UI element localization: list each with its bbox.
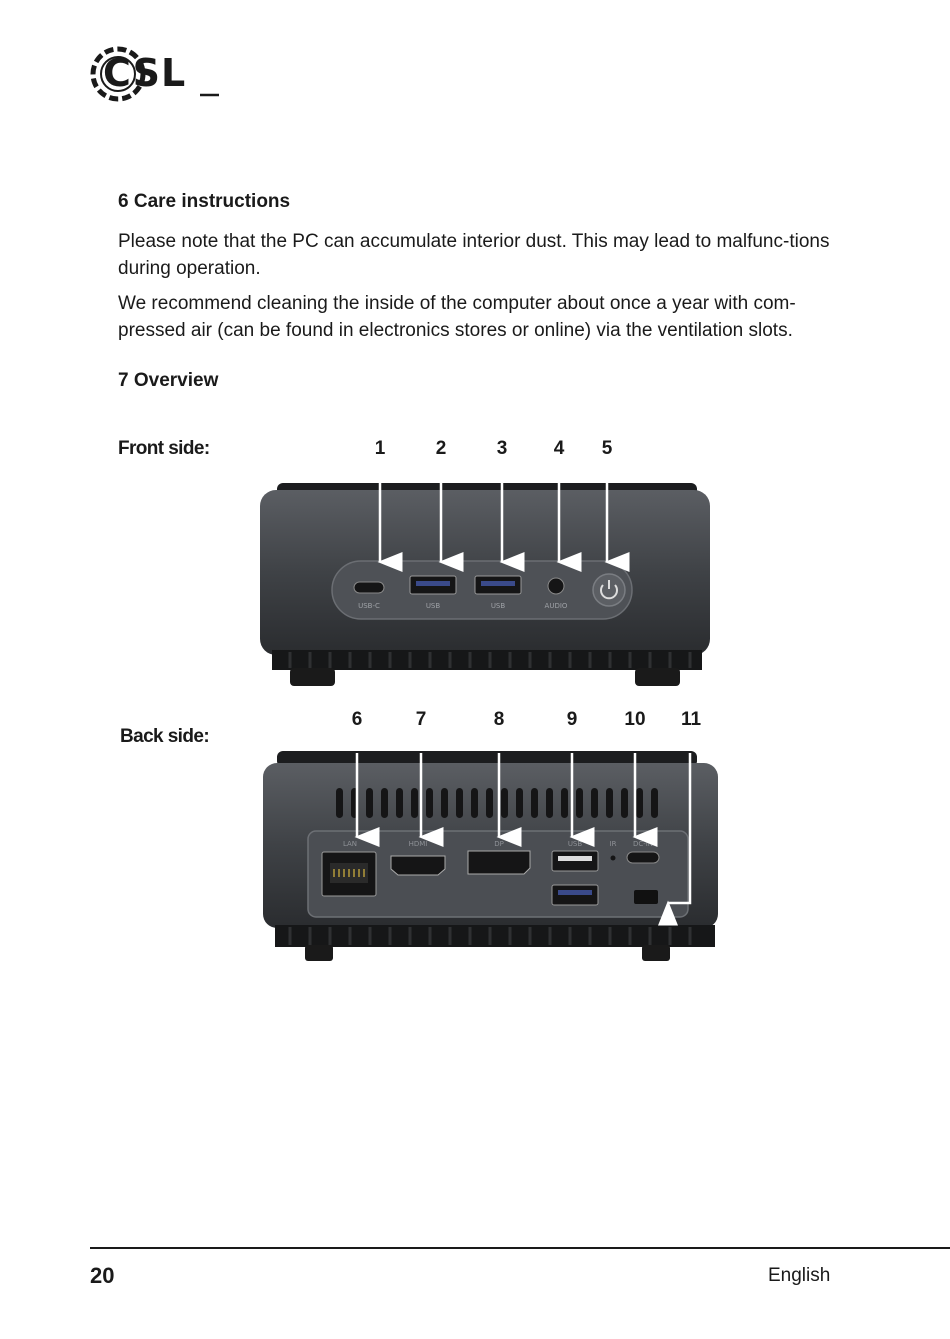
- back-port-label-lan: LAN: [342, 840, 358, 848]
- back-port-label-dc-in: DC-IN: [632, 840, 654, 848]
- language-label: English: [768, 1265, 831, 1286]
- front-port-label-usb-2: USB: [490, 602, 506, 610]
- front-port-label-usb-c: USB-C: [358, 602, 380, 610]
- care-paragraph-2: We recommend cleaning the inside of the computer about once a year with com-pressed air (can be found in electronics stores or online) via the ventilation slots.: [118, 293, 796, 341]
- care-paragraph-1: Please note that the PC can accumulate interior dust. This may lead to malfunc-tions during operation.: [118, 231, 830, 279]
- page-number: 20: [90, 1263, 115, 1288]
- front-callout-2: 2: [435, 438, 447, 459]
- back-callout-10: 10: [624, 709, 646, 730]
- back-callout-8: 8: [493, 709, 505, 730]
- front-callout-3: 3: [496, 438, 508, 459]
- back-port-label-dp: DP: [494, 840, 504, 848]
- front-callout-1: 1: [374, 438, 386, 459]
- footer-divider: [90, 1247, 950, 1249]
- front-port-label-usb-1: USB: [425, 602, 441, 610]
- section-heading-overview: 7 Overview: [118, 370, 219, 391]
- back-port-label-usb: USB: [567, 840, 583, 848]
- front-device-image: [250, 478, 720, 700]
- back-callout-6: 6: [351, 709, 363, 730]
- csl-logo: [88, 42, 223, 104]
- back-port-label-ir: IR: [609, 840, 617, 848]
- back-callout-7: 7: [415, 709, 427, 730]
- back-port-label-hdmi: HDMI: [408, 840, 428, 848]
- front-side-label: Front side:: [118, 438, 210, 459]
- back-callout-11: 11: [680, 709, 702, 730]
- logo-text: CSL: [103, 51, 187, 95]
- back-device-image: [250, 745, 720, 973]
- back-side-label: Back side:: [120, 726, 210, 747]
- front-callout-4: 4: [553, 438, 565, 459]
- front-port-label-audio: AUDIO: [544, 602, 568, 610]
- front-callout-5: 5: [601, 438, 613, 459]
- back-callout-9: 9: [566, 709, 578, 730]
- section-heading-care: 6 Care instructions: [118, 191, 291, 212]
